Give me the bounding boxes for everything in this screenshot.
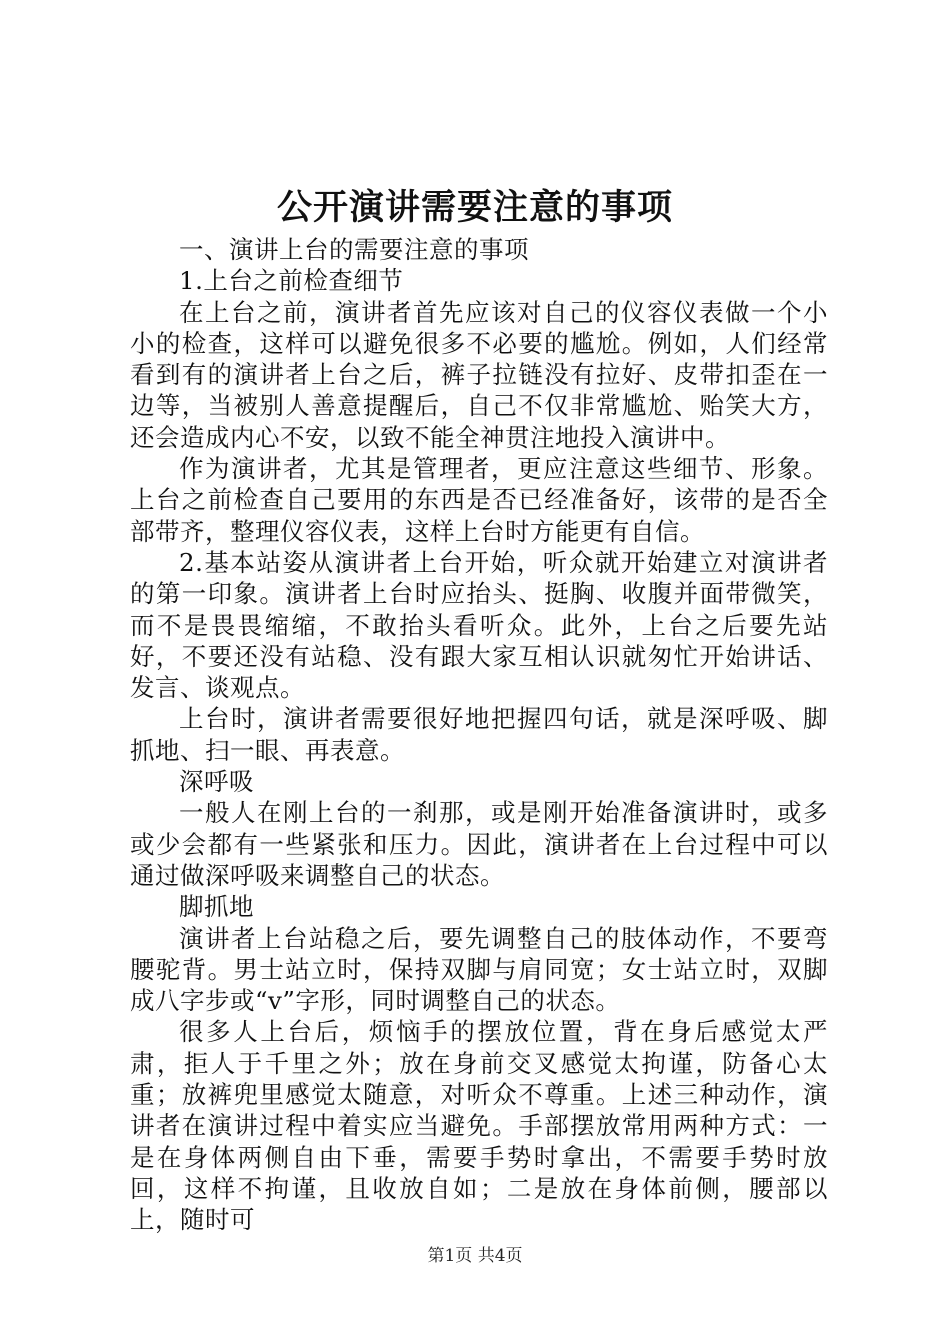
paragraph: 演讲者上台站稳之后，要先调整自己的肢体动作，不要弯腰驼背。男士站立时，保持双脚与肩同宽；女士站立时，双脚成八字步或“v”字形，同时调整自己的状态。 (130, 923, 828, 1016)
paragraph: 一般人在刚上台的一刹那，或是刚开始准备演讲时，或多或少会都有一些紧张和压力。因此，演讲者在上台过程中可以通过做深呼吸来调整自己的状态。 (130, 798, 828, 890)
paragraph: 在上台之前，演讲者首先应该对自己的仪容仪表做一个小小的检查，这样可以避免很多不必要的尴尬。例如，人们经常看到有的演讲者上台之后，裤子拉链没有拉好、皮带扣歪在一边等，当被别人善意提醒后，自己不仅非常尴尬、贻笑大方，还会造成内心不安，以致不能全神贯注地投入演讲中。 (130, 297, 828, 452)
section-heading: 一、演讲上台的需要注意的事项 (179, 235, 529, 264)
paragraph: 2.基本站姿从演讲者上台开始，听众就开始建立对演讲者的第一印象。演讲者上台时应抬头、挺胸、收腹并面带微笑，而不是畏畏缩缩，不敢抬头看听众。此外，上台之后要先站好，不要还没有站稳、没有跟大家互相认识就匆忙开始讲话、发言、谈观点。 (130, 547, 828, 703)
document-title: 公开演讲需要注意的事项 (276, 187, 673, 228)
paragraph: 很多人上台后，烦恼手的摆放位置，背在身后感觉太严肃，拒人于千里之外；放在身前交叉感觉太拘谨，防备心太重；放裤兜里感觉太随意，对听众不尊重。上述三种动作，演讲者在演讲过程中着实应当避免。手部摆放常用两种方式：一是在身体两侧自由下垂，需要手势时拿出，不需要手势时放回，这样不拘谨，且收放自如；二是放在身体前侧，腰部以上，随时可 (130, 1017, 828, 1235)
subsection-heading: 脚抓地 (179, 892, 254, 922)
subsection-heading: 深呼吸 (179, 767, 254, 797)
paragraph: 上台时，演讲者需要很好地把握四句话，就是深呼吸、脚抓地、扫一眼、再表意。 (130, 704, 828, 765)
subsection-heading: 1.上台之前检查细节 (179, 266, 404, 296)
paragraph: 作为演讲者，尤其是管理者，更应注意这些细节、形象。上台之前检查自己要用的东西是否已经准备好，该带的是否全部带齐，整理仪容仪表，这样上台时方能更有自信。 (130, 454, 828, 546)
document-body (130, 234, 828, 1236)
page-number-footer: 第1页 共4页 (427, 1246, 523, 1266)
